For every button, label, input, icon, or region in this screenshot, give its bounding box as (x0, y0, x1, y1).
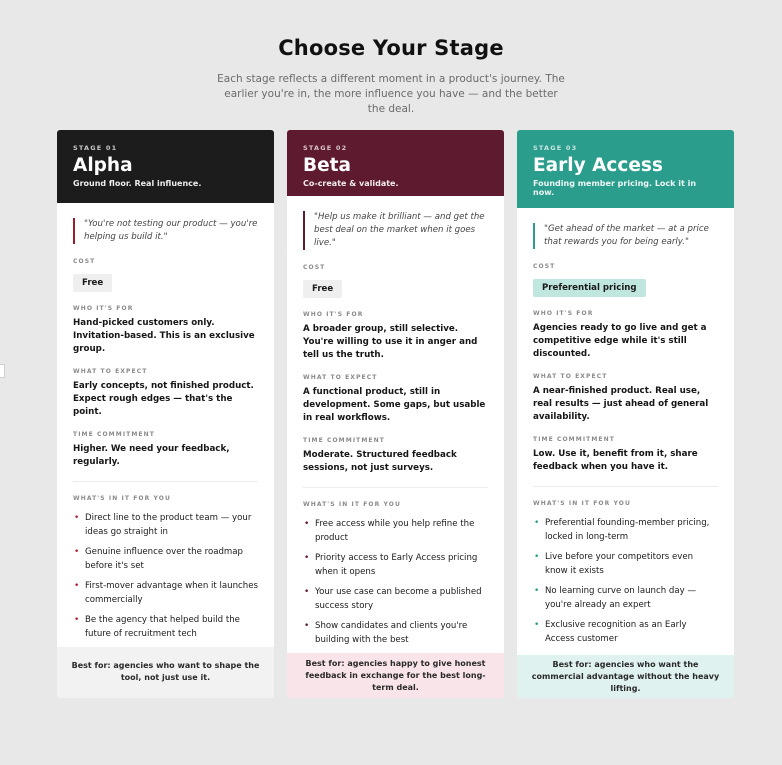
stage-quote: "Get ahead of the market — at a price that rewards you for being early." (533, 223, 718, 249)
stage-number: STAGE 02 (303, 144, 348, 152)
benefit-item: • First-mover advantage when it launches commercially (74, 580, 258, 605)
stage-card-beta (287, 130, 504, 698)
time-label: TIME COMMITMENT (303, 437, 385, 445)
time-text: Low. Use it, benefit from it, share feedback when you have it. (533, 449, 698, 472)
expect-text: A functional product, still in development. Some gaps, but usable in real workflows. (303, 387, 486, 424)
card-header (57, 130, 274, 203)
who-text: Hand-picked customers only. Invitation-based. This is an exclusive group. (73, 317, 255, 354)
divider (303, 487, 488, 488)
stage-card-early-access (517, 130, 734, 698)
cost-label: COST (73, 257, 96, 265)
bullet-icon: • (74, 614, 80, 625)
bullet-icon: • (534, 620, 540, 630)
bullet-icon: • (534, 518, 540, 528)
card-body (287, 196, 504, 653)
who-text: Agencies ready to go live and get a competitive edge while it's still discounted. (533, 323, 707, 359)
card-header (517, 130, 734, 208)
who-label: WHO IT'S FOR (303, 311, 364, 319)
benefits-label: WHAT'S IN IT FOR YOU (303, 501, 401, 509)
time-text: Higher. We need your feedback, regularly. (73, 443, 230, 467)
stage-quote: "Help us make it brilliant — and get the best deal on the market when it goes live." (303, 211, 488, 250)
benefit-item: • Genuine influence over the roadmap before it's set (74, 546, 244, 571)
bullet-icon: • (534, 552, 540, 562)
side-edge-tab[interactable] (0, 364, 5, 378)
benefit-item: • Direct line to the product team — your ideas go straight in (74, 512, 252, 537)
expect-label: WHAT TO EXPECT (533, 373, 608, 380)
benefit-item: • Exclusive recognition as an Early Access customer (534, 620, 687, 644)
time-label: TIME COMMITMENT (533, 436, 615, 443)
benefit-item: • Be the agency that helped build the future of recruitment tech (74, 614, 240, 639)
cost-label: COST (533, 263, 556, 270)
page-subtitle: Each stage reflects a different moment in a product's journey. The earlier you're in, the more influence you have — and the better the deal. (217, 73, 565, 115)
bullet-icon: • (304, 553, 310, 564)
stage-card-alpha (57, 130, 274, 698)
stage-name: Alpha (73, 155, 133, 176)
card-body (57, 203, 274, 647)
stage-tagline: Co-create & validate. (303, 179, 399, 188)
stage-name: Beta (303, 155, 351, 176)
bullet-icon: • (304, 621, 310, 632)
benefit-item: • Free access while you help refine the product (304, 519, 475, 544)
expect-text: A near-finished product. Real use, real results — just ahead of general availability. (533, 386, 709, 422)
benefit-item: • Live before your competitors even know it exists (534, 552, 694, 576)
cost-badge: Free (303, 280, 342, 298)
stage-number: STAGE 01 (73, 144, 118, 152)
best-for-footer: Best for: agencies who want to shape the tool, not just use it. (57, 647, 274, 698)
bullet-icon: • (304, 519, 310, 530)
benefits-list (303, 517, 488, 647)
cost-badge: Preferential pricing (533, 279, 646, 297)
benefits-list (73, 511, 258, 641)
time-label: TIME COMMITMENT (73, 430, 155, 438)
expect-label: WHAT TO EXPECT (73, 367, 148, 375)
bullet-icon: • (534, 586, 540, 596)
bullet-icon: • (304, 587, 310, 598)
expect-label: WHAT TO EXPECT (303, 374, 378, 382)
stage-tagline: Founding member pricing. Lock it in now. (533, 179, 697, 197)
stage-tagline: Ground floor. Real influence. (73, 179, 202, 188)
benefit-item: • No learning curve on launch day — you're already an expert (534, 586, 697, 610)
bullet-icon: • (74, 512, 80, 523)
cost-badge: Free (73, 274, 112, 292)
benefits-label: WHAT'S IN IT FOR YOU (533, 500, 631, 507)
stage-name: Early Access (533, 155, 663, 176)
who-text: A broader group, still selective. You're willing to use it in anger and tell us the truth. (303, 324, 478, 361)
expect-text: Early concepts, not finished product. Expect rough edges — that's the point. (73, 380, 254, 417)
card-body (517, 208, 734, 655)
benefit-item: • Priority access to Early Access pricing when it opens (304, 553, 478, 578)
bullet-icon: • (74, 580, 80, 591)
bullet-icon: • (74, 546, 80, 557)
page-title: Choose Your Stage (278, 36, 504, 60)
who-label: WHO IT'S FOR (73, 304, 134, 312)
time-text: Moderate. Structured feedback sessions, not just surveys. (303, 450, 457, 474)
benefits-label: WHAT'S IN IT FOR YOU (73, 494, 171, 502)
who-label: WHO IT'S FOR (533, 310, 594, 317)
benefit-item: • Your use case can become a published success story (304, 587, 482, 612)
benefit-item: • Show candidates and clients you're building with the best (304, 621, 468, 646)
divider (73, 481, 258, 482)
card-header (287, 130, 504, 196)
cost-label: COST (303, 264, 326, 272)
stage-quote: "You're not testing our product — you're helping us build it." (73, 218, 258, 244)
stage-number: STAGE 03 (533, 144, 578, 152)
divider (533, 486, 718, 487)
best-for-footer: Best for: agencies who want the commercial advantage without the heavy lifting. (517, 655, 734, 698)
benefit-item: • Preferential founding-member pricing, locked in long-term (534, 518, 710, 542)
best-for-footer: Best for: agencies happy to give honest feedback in exchange for the best long-term deal. (287, 653, 504, 698)
benefits-list (533, 516, 718, 646)
